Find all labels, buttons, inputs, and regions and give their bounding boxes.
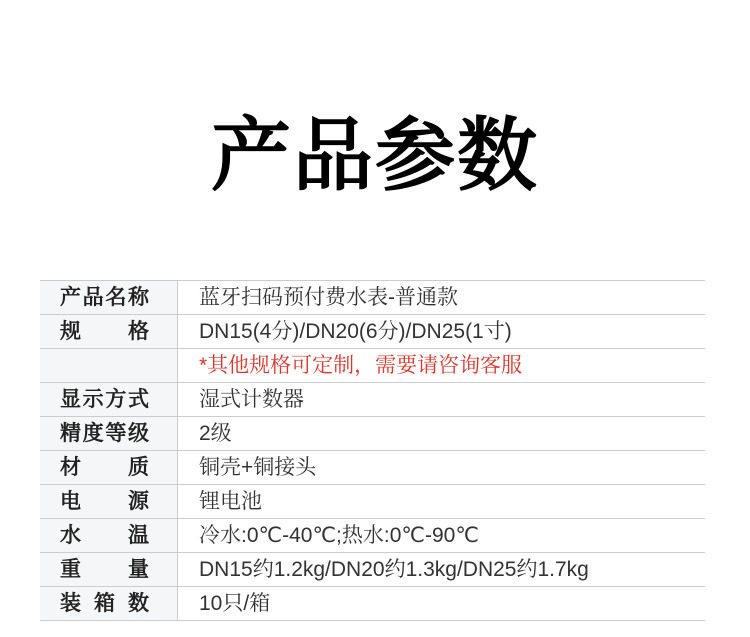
spec-label bbox=[40, 287, 177, 308]
spec-label-char: 温 bbox=[128, 524, 149, 547]
spec-label-char: 数 bbox=[128, 592, 149, 615]
spec-row bbox=[40, 281, 705, 315]
spec-value: 2级 bbox=[199, 422, 232, 445]
spec-row bbox=[40, 315, 705, 349]
spec-label-cell bbox=[40, 485, 178, 518]
spec-label-cell bbox=[40, 417, 178, 450]
spec-label-char: 方 bbox=[105, 388, 127, 411]
spec-label bbox=[40, 389, 177, 410]
spec-value: *其他规格可定制，需要请咨询客服 bbox=[199, 354, 523, 377]
spec-label-cell bbox=[40, 383, 178, 416]
spec-label-char: 度 bbox=[82, 422, 104, 445]
spec-label bbox=[40, 423, 177, 444]
spec-value: 锂电池 bbox=[199, 490, 262, 513]
spec-label-cell bbox=[40, 349, 178, 382]
spec-label bbox=[40, 457, 177, 478]
spec-value: 蓝牙扫码预付费水表-普通款 bbox=[199, 286, 458, 309]
spec-row bbox=[40, 383, 705, 417]
spec-label-char: 量 bbox=[128, 558, 149, 581]
spec-label-char: 名 bbox=[105, 286, 127, 309]
spec-label-cell bbox=[40, 587, 178, 620]
spec-label-char: 水 bbox=[60, 524, 81, 547]
spec-label-char: 格 bbox=[128, 320, 149, 343]
spec-label-cell bbox=[40, 281, 178, 314]
spec-label-char: 重 bbox=[60, 558, 81, 581]
spec-value: 10只/箱 bbox=[199, 592, 271, 615]
spec-label-cell bbox=[40, 519, 178, 552]
spec-label bbox=[40, 321, 177, 342]
spec-row bbox=[40, 417, 705, 451]
spec-value: 冷水:0℃-40℃;热水:0℃-90℃ bbox=[199, 524, 479, 547]
spec-row bbox=[40, 451, 705, 485]
spec-value: DN15约1.2kg/DN20约1.3kg/DN25约1.7kg bbox=[199, 558, 589, 581]
spec-table bbox=[40, 280, 705, 621]
spec-label bbox=[40, 593, 177, 614]
spec-label-char: 材 bbox=[60, 456, 81, 479]
spec-label-cell bbox=[40, 315, 178, 348]
spec-label-char: 等 bbox=[105, 422, 127, 445]
spec-label-char: 称 bbox=[127, 286, 149, 309]
spec-label-char: 产 bbox=[60, 286, 81, 309]
spec-label-char: 品 bbox=[82, 286, 104, 309]
spec-label-char: 箱 bbox=[94, 592, 115, 615]
spec-value: DN15(4分)/DN20(6分)/DN25(1寸) bbox=[199, 320, 512, 343]
spec-row bbox=[40, 553, 705, 587]
spec-label-char: 精 bbox=[60, 422, 81, 445]
spec-row bbox=[40, 485, 705, 519]
spec-label-char: 示 bbox=[82, 388, 104, 411]
spec-label-char: 式 bbox=[127, 388, 149, 411]
spec-label-char: 电 bbox=[60, 490, 81, 513]
spec-label bbox=[40, 491, 177, 512]
spec-row bbox=[40, 519, 705, 553]
spec-label-char: 质 bbox=[128, 456, 149, 479]
spec-label-char: 源 bbox=[128, 490, 149, 513]
spec-label-char: 级 bbox=[127, 422, 149, 445]
spec-label-char: 显 bbox=[60, 388, 81, 411]
spec-label-cell bbox=[40, 451, 178, 484]
spec-value: 湿式计数器 bbox=[199, 388, 304, 411]
spec-row bbox=[40, 349, 705, 383]
spec-label bbox=[40, 559, 177, 580]
spec-label-char: 规 bbox=[60, 320, 81, 343]
spec-label-cell bbox=[40, 553, 178, 586]
spec-label bbox=[40, 525, 177, 546]
spec-value: 铜壳+铜接头 bbox=[199, 456, 317, 479]
page-title: 产品参数 bbox=[211, 111, 539, 200]
spec-label-char: 装 bbox=[60, 592, 81, 615]
spec-row bbox=[40, 587, 705, 621]
